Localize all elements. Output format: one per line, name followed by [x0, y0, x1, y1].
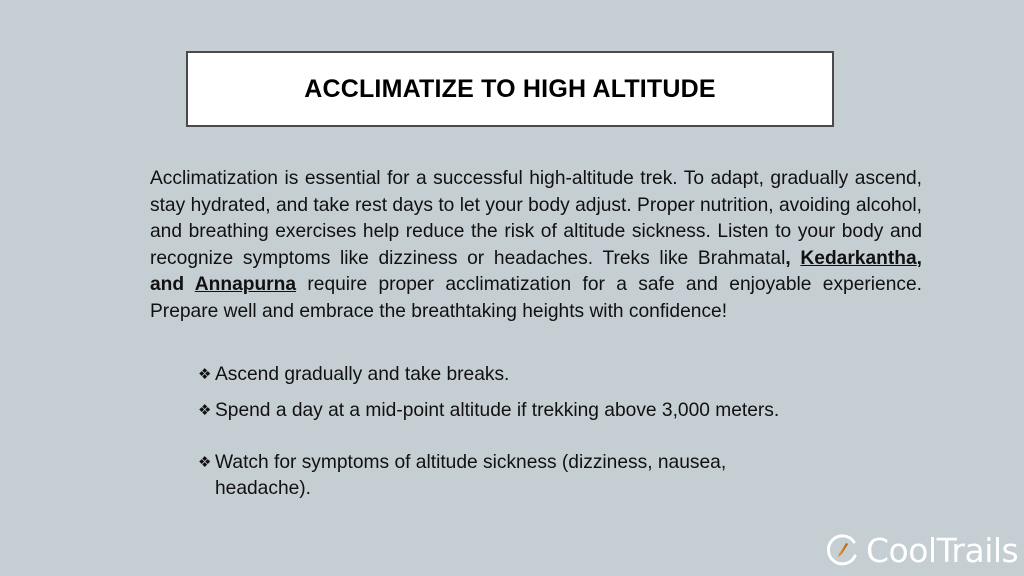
- bullet-text: Watch for symptoms of altitude sickness (dizziness, nausea, headache).: [215, 452, 727, 499]
- bullet-text: Spend a day at a mid-point altitude if trekking above 3,000 meters.: [215, 400, 780, 421]
- bullet-item: [198, 362, 838, 388]
- title-box: [186, 51, 834, 127]
- bullet-item: [198, 398, 838, 424]
- diamond-bullet-icon: ❖: [198, 402, 212, 419]
- diamond-bullet-icon: ❖: [198, 454, 212, 471]
- compass-icon: [824, 532, 860, 568]
- paragraph-comma: ,: [785, 247, 801, 269]
- diamond-bullet-icon: ❖: [198, 366, 212, 383]
- page-title: ACCLIMATIZE TO HIGH ALTITUDE: [304, 74, 716, 103]
- paragraph-text-before: Acclimatization is essential for a successful high-altitude trek. To adapt, gradually ascend, stay hydrated, and take rest days to let your body adjust. Proper nutrition, avoiding alcohol, and breathing exercises help reduce the risk of altitude sickness. Listen to your body and recognize symptoms like dizziness or headaches. Treks like Brahmatal: [150, 168, 922, 269]
- cooltrails-logo: [824, 530, 1018, 570]
- paragraph-text-after: require proper acclimatization for a safe and enjoyable experience. Prepare well and embrace the breathtaking heights with confidence!: [150, 274, 922, 322]
- bullet-text: Ascend gradually and take breaks.: [215, 364, 510, 385]
- kedarkantha-link[interactable]: Kedarkantha: [800, 247, 917, 269]
- logo-text: CoolTrails: [866, 530, 1019, 570]
- bullet-item: [198, 450, 798, 502]
- body-paragraph: [150, 166, 922, 325]
- annapurna-link[interactable]: Annapurna: [194, 274, 297, 295]
- paragraph-and-text: , and: [150, 247, 922, 295]
